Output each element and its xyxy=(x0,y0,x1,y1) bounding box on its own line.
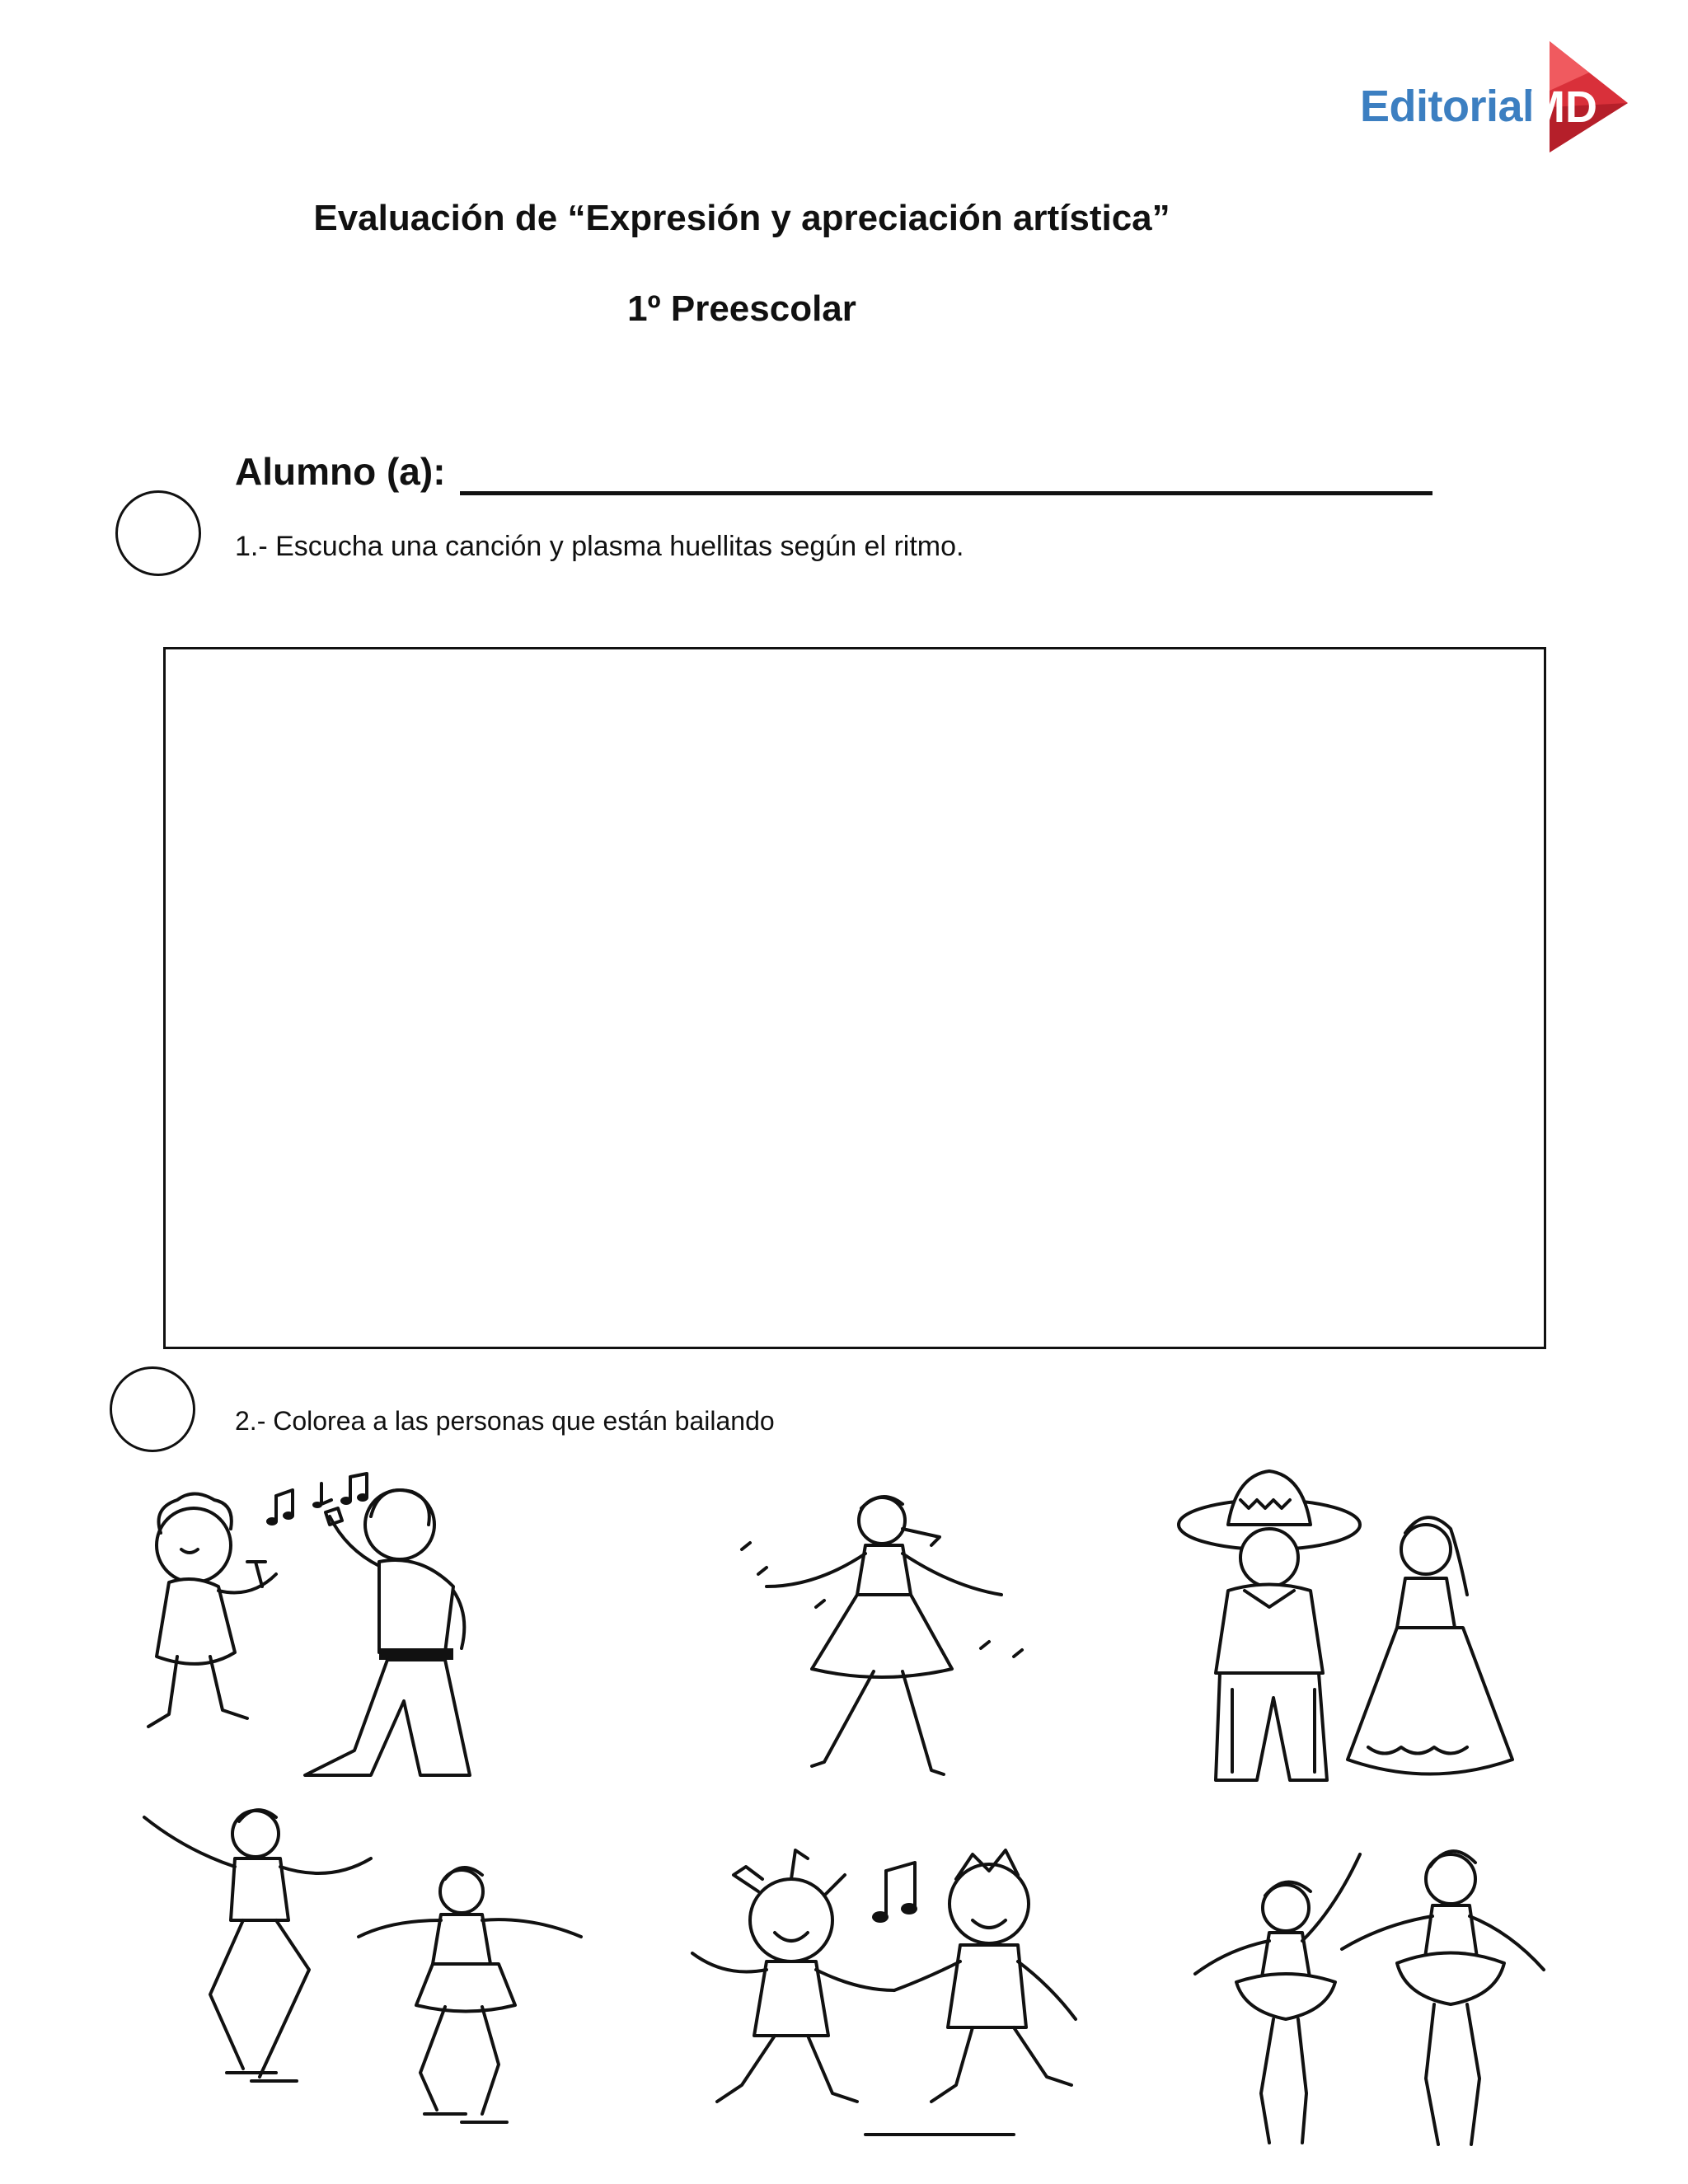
logo-mark-text: MD xyxy=(1528,82,1597,132)
question-1-text: 1.- Escucha una canción y plasma huellitas según el ritmo. xyxy=(235,531,964,562)
student-name-line[interactable] xyxy=(460,491,1432,495)
logo-mark-icon xyxy=(1525,41,1632,152)
page-title: Evaluación de “Expresión y apreciación artística” xyxy=(313,198,1170,238)
question-2-text: 2.- Colorea a las personas que están bailando xyxy=(235,1406,775,1436)
score-circle-1[interactable] xyxy=(115,490,201,576)
logo-text: Editorial xyxy=(1360,82,1535,131)
ballerinas-pair-illustration xyxy=(1187,1830,1558,2168)
old-couple-dancing-illustration xyxy=(132,1467,593,1788)
children-dancing-illustration xyxy=(676,1838,1129,2168)
fingerprint-drawing-box[interactable] xyxy=(163,647,1546,1349)
editorial-md-logo xyxy=(1360,41,1632,157)
ice-skaters-pair-illustration xyxy=(132,1801,593,2147)
charro-and-folk-dancer-illustration xyxy=(1162,1467,1525,1797)
music-notes-icon xyxy=(266,1474,368,1526)
grade-level: 1º Preescolar xyxy=(627,288,856,329)
student-label: Alumno (a): xyxy=(235,450,446,493)
woman-in-dress-dancing-illustration xyxy=(717,1483,1063,1788)
score-circle-2[interactable] xyxy=(110,1366,195,1452)
